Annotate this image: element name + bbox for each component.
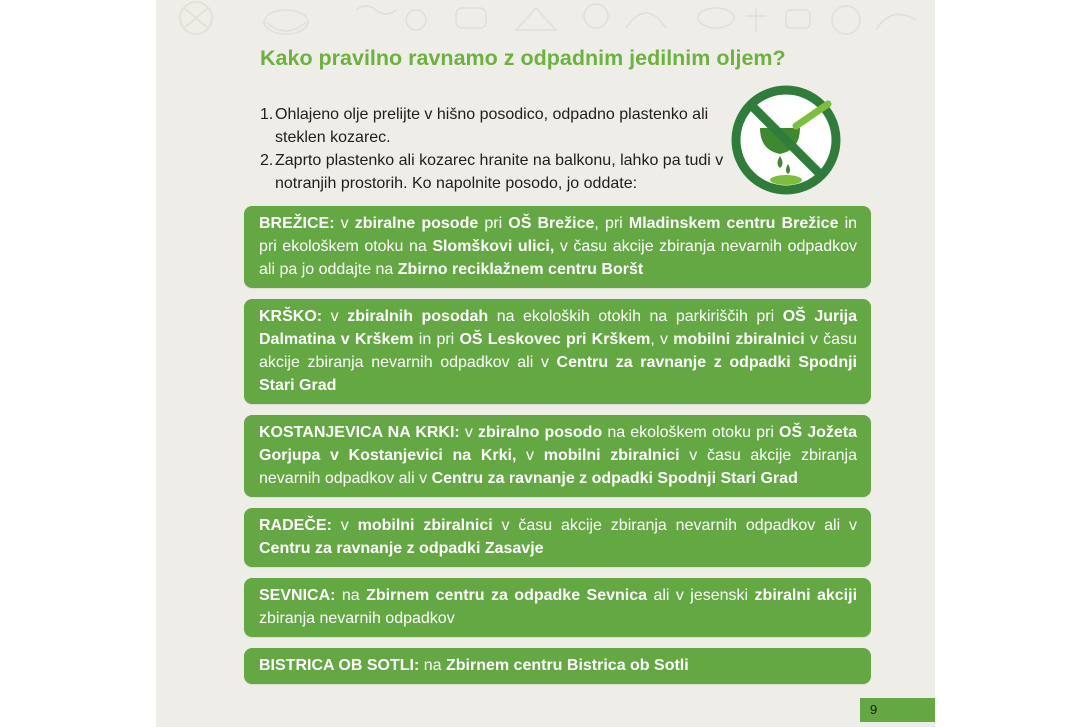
document-page — [156, 0, 935, 727]
location-highlight: mobilni zbiralnici — [357, 517, 493, 534]
location-text: ali v jesenski — [647, 587, 755, 604]
location-text: v času akcije zbiranja nevarnih odpadkov ali v — [492, 517, 857, 534]
instruction-step — [260, 103, 730, 149]
location-highlight: zbiralno posodo — [478, 424, 603, 441]
location-text: v — [334, 215, 355, 232]
location-text: v času akcije zbiranja nevarnih odpadkov ali v — [259, 447, 858, 487]
location-text: pri — [478, 215, 509, 232]
location-text: na — [419, 657, 446, 674]
location-highlight: OŠ Jurija Dalmatina v Krškem — [259, 308, 858, 348]
step-text: Ohlajeno olje prelijte v hišno posodico, odpadno plastenko ali steklen kozarec. — [275, 106, 709, 146]
location-text: v — [459, 424, 478, 441]
location-text: na — [335, 587, 367, 604]
location-box — [244, 648, 871, 684]
location-label: KOSTANJEVICA NA KRKI: — [259, 424, 460, 441]
location-highlight: Mladinskem centru Brežice — [628, 215, 839, 232]
location-text: v času akcije zbiranja nevarnih odpadkov ali v — [259, 331, 857, 371]
location-highlight: Zbirnem centru za odpadke Sevnica — [366, 587, 648, 604]
location-text: na ekoloških otokih na parkiriščih pri — [488, 308, 783, 325]
location-box — [244, 415, 871, 497]
page-number: 9 — [860, 698, 935, 722]
step-number: 2. — [260, 152, 274, 169]
location-highlight: mobilni zbiralnici — [673, 331, 805, 348]
location-text: v — [516, 447, 544, 464]
location-text: na ekološkem otoku pri — [602, 424, 779, 441]
location-text: in pri — [413, 331, 460, 348]
step-text: Zaprto plastenko ali kozarec hranite na balkonu, lahko pa tudi v notranjih prostorih. Ko napolnite posodo, jo oddate: — [275, 152, 724, 192]
location-label: SEVNICA: — [259, 587, 336, 604]
location-text: v času akcije zbiranja nevarnih odpadkov ali pa jo oddajte na — [259, 238, 857, 278]
location-label: BREŽICE: — [259, 215, 335, 232]
location-highlight: Centru za ravnanje z odpadki Zasavje — [259, 540, 544, 557]
location-highlight: Centru za ravnanje z odpadki Spodnji Stari Grad — [431, 470, 798, 487]
location-highlight: Centru za ravnanje z odpadki Spodnji Stari Grad — [259, 354, 857, 394]
step-number: 1. — [260, 106, 274, 123]
location-text: zbiranja nevarnih odpadkov — [259, 610, 455, 627]
instruction-list — [260, 103, 730, 195]
location-highlight: mobilni zbiralnici — [543, 447, 680, 464]
location-box — [244, 206, 871, 288]
location-text: v — [322, 308, 348, 325]
location-label: RADEČE: — [259, 517, 332, 534]
location-highlight: Zbirnem centru Bistrica ob Sotli — [445, 657, 689, 674]
location-highlight: zbiralne posode — [354, 215, 479, 232]
location-text: , v — [650, 331, 674, 348]
location-highlight: OŠ Jožeta Gorjupa v Kostanjevici na Krki, — [259, 424, 858, 464]
location-box — [244, 578, 871, 637]
location-box — [244, 299, 871, 404]
instruction-step — [260, 149, 730, 195]
location-text: in pri ekološkem otoku na — [259, 215, 858, 255]
page-title: Kako pravilno ravnamo z odpadnim jedilnim oljem? — [260, 46, 786, 70]
location-box — [244, 508, 871, 567]
location-highlight: Slomškovi ulici, — [432, 238, 555, 255]
location-highlight: zbiralni akciji — [754, 587, 858, 604]
collection-locations — [244, 206, 871, 695]
location-label: KRŠKO: — [259, 308, 323, 325]
location-text: , pri — [594, 215, 629, 232]
location-highlight: OŠ Brežice — [508, 215, 595, 232]
location-highlight: OŠ Leskovec pri Krškem — [459, 331, 651, 348]
location-label: BISTRICA OB SOTLI: — [259, 657, 420, 674]
location-text: v — [331, 517, 358, 534]
location-highlight: zbiralnih posodah — [347, 308, 489, 325]
no-oil-down-drain-icon — [730, 84, 842, 196]
location-highlight: Zbirno reciklažnem centru Boršt — [397, 261, 644, 278]
